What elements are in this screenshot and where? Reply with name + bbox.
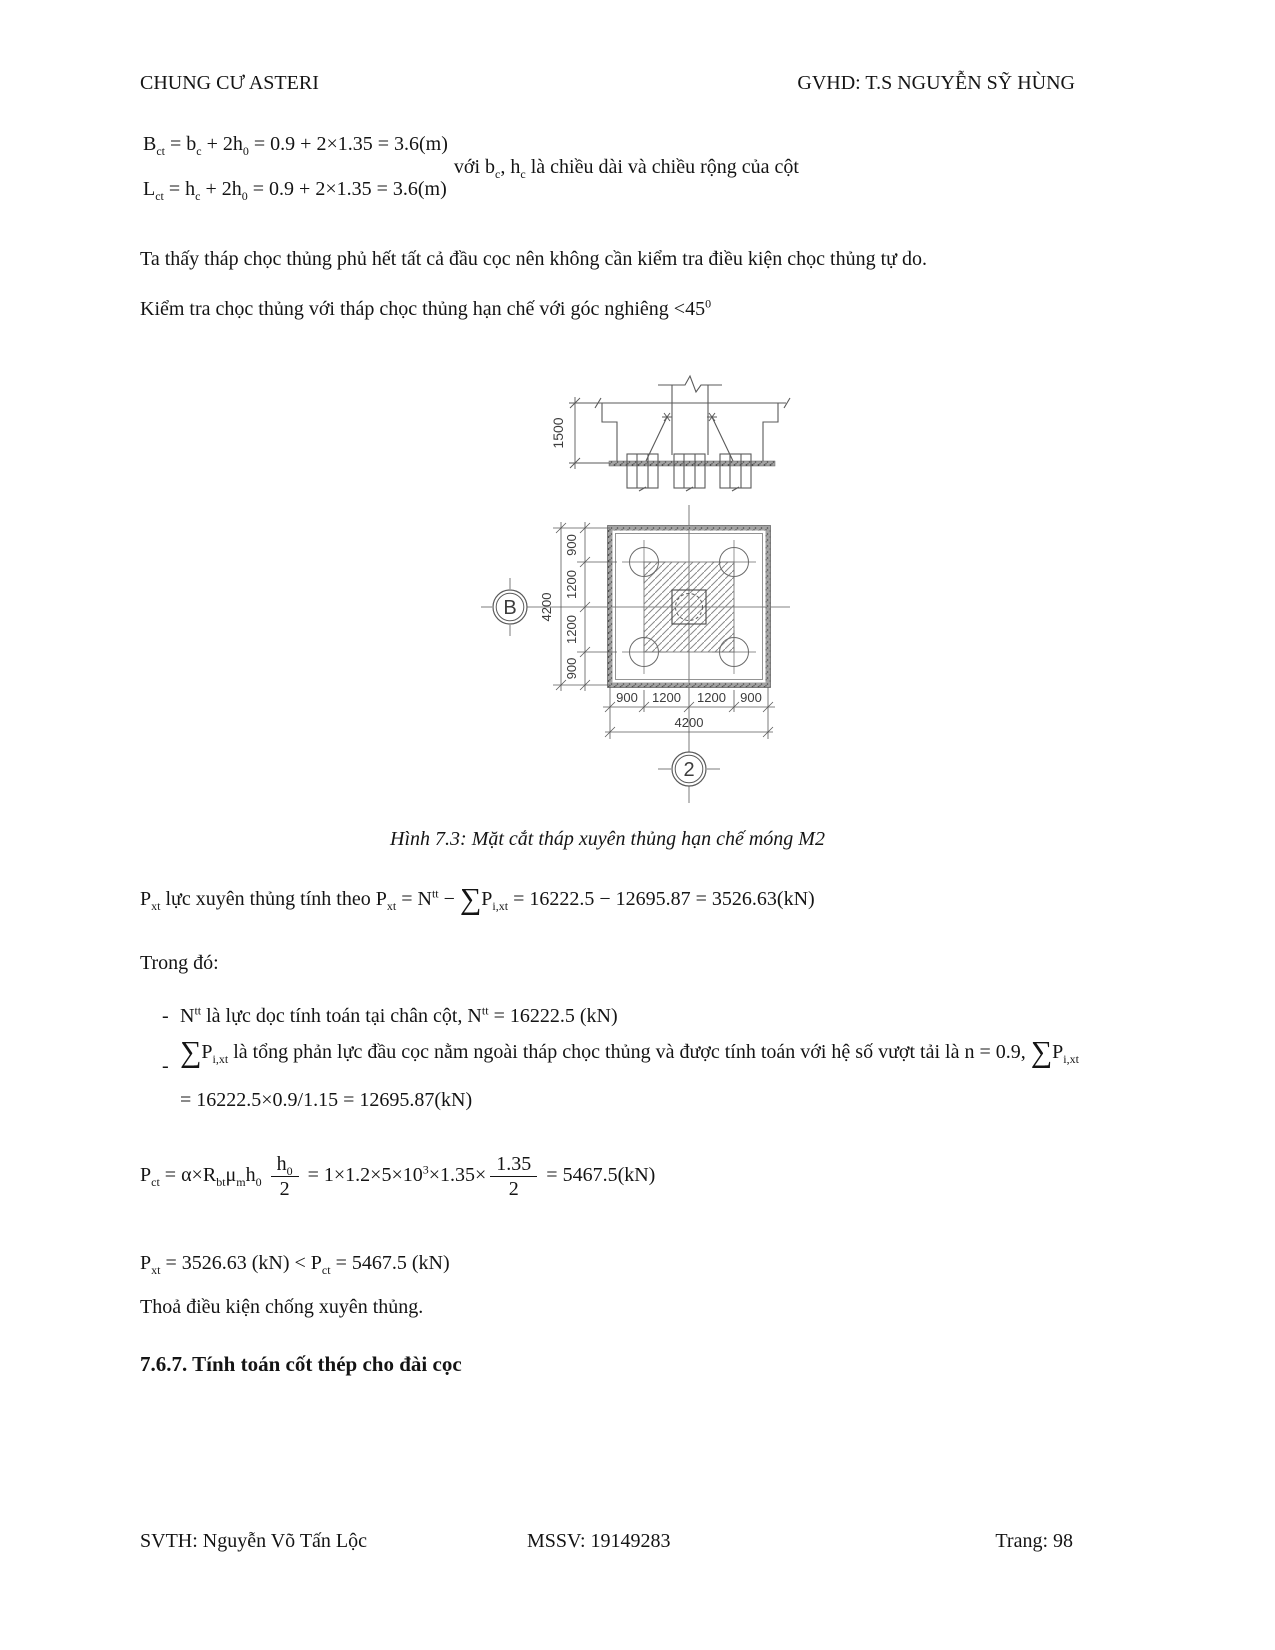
bullet-marker: - bbox=[162, 1055, 169, 1077]
bullet-sum-p-text: $\sum P_{i,xt}$ là tổng phản lực đầu cọc nằm ngoài tháp chọc thủng và được tính toán với hệ số vượt tải là n = 0.9, $\sum P_{i,xt} = 16222.5\times 0.9/1.15 = 12695.87(kN)$ bbox=[180, 1035, 1079, 1111]
grid-bubble-B-label: B bbox=[503, 597, 517, 619]
cone-star-markers bbox=[662, 413, 717, 421]
left-dim-3: 1200 bbox=[564, 615, 579, 644]
bottom-dim-3: 1200 bbox=[697, 690, 726, 705]
pct-equation: $P_{ct} = \alpha\times R_{bt}\mu_mh_0$ $\frac{h_0}{2}$ = $1\times 1.2\times 5\times 10^3\times 1.35\times$ $\frac{1.35}{2}$ = 5467.5(kN) bbox=[140, 1153, 656, 1200]
bullet-marker: - bbox=[162, 1005, 169, 1027]
section-heading: 7.6.7. Tính toán cốt thép cho đài cọc bbox=[140, 1352, 462, 1376]
bullet-ntt-text: $N^{tt}$ là lực dọc tính toán tại chân cột, $N^{tt} = 16222.5$ (kN) bbox=[180, 1003, 618, 1027]
column-break-symbol bbox=[658, 376, 722, 392]
bullet-ntt bbox=[140, 1005, 1080, 1028]
equation-bct: $B_{ct} = b_c + 2h_0 = 0.9 + 2\times 1.35 = 3.6(m)$ bbox=[143, 133, 448, 158]
pxt-equation-line: $P_{xt}$ lực xuyên thủng tính theo $P_{xt} = N^{tt} - \sum P_{i,xt} = 16222.5 - 12695.87 = 3526.63(kN)$ bbox=[140, 882, 815, 916]
section-height-label: 1500 bbox=[550, 417, 566, 449]
comparison-line: $P_{xt} = 3526.63$ $(kN) < P_{ct} = 5467.5$ (kN) bbox=[140, 1252, 450, 1277]
section-view bbox=[550, 376, 790, 491]
left-dim-total: 4200 bbox=[539, 592, 554, 622]
bottom-dim-total: 4200 bbox=[674, 715, 704, 730]
where-label: Trong đó: bbox=[140, 952, 219, 974]
section-height-dimension bbox=[569, 397, 609, 469]
plan-view bbox=[481, 505, 790, 803]
grid-bubble-2-label: 2 bbox=[683, 759, 695, 781]
left-dim-4: 900 bbox=[564, 657, 579, 680]
paragraph-free-punching: Ta thấy tháp chọc thủng phủ hết tất cả đầu cọc nên không cần kiểm tra điều kiện chọc thủng tự do. bbox=[140, 248, 927, 270]
bullet-sum-p bbox=[140, 1028, 1080, 1124]
bottom-dim-4: 900 bbox=[740, 690, 762, 705]
page-header bbox=[140, 72, 1075, 95]
left-dim-2: 1200 bbox=[564, 570, 579, 599]
equation-side-note: với $b_c$, $h_c$ là chiều dài và chiều rộng của cột bbox=[453, 155, 799, 181]
header-left-title: CHUNG CƯ ASTERI bbox=[140, 72, 319, 94]
left-dim-1: 900 bbox=[564, 534, 579, 556]
bottom-dim-1: 900 bbox=[616, 690, 638, 705]
cap-right-edge bbox=[763, 403, 778, 461]
header-right-advisor: GVHD: T.S NGUYỄN SỸ HÙNG bbox=[797, 72, 1075, 94]
lean-concrete-band bbox=[609, 461, 775, 466]
footer-page-number: Trang: 98 bbox=[995, 1530, 1073, 1552]
paragraph-limited-punching: Kiểm tra chọc thủng với tháp chọc thủng hạn chế với góc nghiêng $<45^0$ bbox=[140, 296, 712, 320]
bottom-dim-2: 1200 bbox=[652, 690, 681, 705]
cap-left-edge bbox=[602, 403, 617, 461]
grid-bubble-2 bbox=[658, 752, 720, 803]
punching-tower-hatch bbox=[644, 562, 734, 652]
foundation-drawing bbox=[445, 355, 1005, 820]
figure-caption: Hình 7.3: Mặt cắt tháp xuyên thủng hạn chế móng M2 bbox=[390, 828, 825, 850]
footer-student-id: MSSV: 19149283 bbox=[527, 1530, 671, 1552]
equation-stack bbox=[143, 133, 448, 201]
equation-lct: $L_{ct} = h_c + 2h_0 = 0.9 + 2\times 1.35 = 3.6(m)$ bbox=[143, 178, 447, 203]
footer-student-name: SVTH: Nguyễn Võ Tấn Lộc bbox=[140, 1530, 368, 1552]
dimension-equations-row bbox=[143, 133, 1078, 201]
conclusion-line: Thoả điều kiện chống xuyên thủng. bbox=[140, 1296, 424, 1318]
grid-bubble-B bbox=[481, 578, 527, 636]
